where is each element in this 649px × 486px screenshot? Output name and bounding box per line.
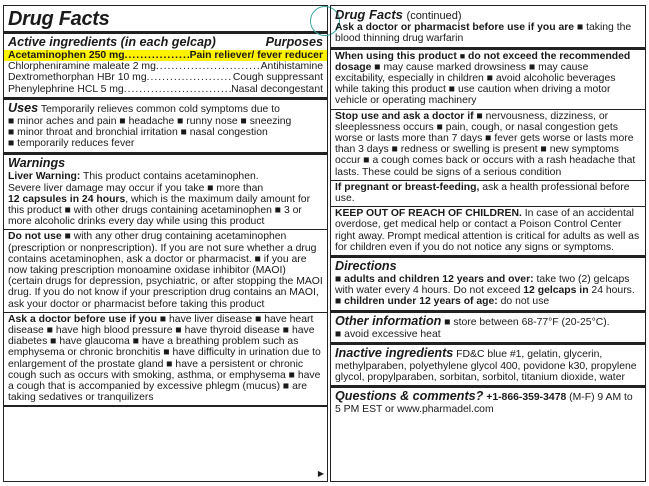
active-ingredient-row	[4, 61, 327, 72]
do-not-use-text: ■ with any other drug containing acetaminophen (prescription or nonprescription). If you are not sure whether a drug contains acetaminophen, ask a doctor or pharmacist. ■ if you are now taking prescription monoamine oxidase inhibitor (MAOI) (certain drugs for depression, psychiatric, or after stopping the MAOI drug. If you do not know if your prescription drug contains an MAOI, ask your doctor or pharmacist before taking this product	[8, 231, 323, 310]
other-information-heading: Other information	[335, 313, 442, 328]
purposes-heading: Purposes	[265, 35, 323, 49]
directions-hours: 24 hours.	[588, 285, 635, 297]
uses-section	[4, 100, 327, 156]
active-ingredient-row	[4, 72, 327, 83]
drug-facts-title-right: Drug Facts	[335, 7, 403, 22]
stop-use-text: ■ nervousness, dizziness, or sleeplessness occurs ■ pain, cough, or nasal congestion gets worse or lasts more than 7 days ■ fever gets worse or lasts more than 3 days ■ redness or swelling is present ■ new symptoms occur ■ a cough comes back or occurs with a rash headache that lasts. These could be signs of a serious condition	[335, 110, 636, 178]
leader-dots	[156, 61, 261, 72]
inactive-ingredients-section	[331, 345, 645, 388]
questions-text: (M-F) 9 AM to 5 PM EST or www.pharmadel.com	[335, 392, 633, 416]
active-ingredients-section	[4, 34, 327, 100]
active-ingredients-heading: Active ingredients (in each gelcap)	[8, 35, 216, 49]
keep-out-text: In case of an accidental overdose, get medical help or contact a Poison Control Center right away. Prompt medical attention is critical for adults as well as for children even if you do not notice any signs or symptoms.	[335, 208, 640, 253]
leader-dots	[147, 72, 233, 83]
active-ingredient-purpose: Nasal decongestant	[231, 83, 323, 95]
other-information-storage: ■ store between 68-77°F (20-25°C).	[441, 316, 610, 328]
liver-warning-text	[8, 171, 323, 227]
continued-title-box	[331, 6, 645, 50]
drug-facts-left-panel	[3, 5, 328, 482]
active-ingredient-row	[4, 84, 327, 95]
liver-warning-severe: Severe liver damage may occur if you take ■ more than	[8, 182, 264, 194]
directions-children-text: do not use	[497, 296, 550, 308]
ask-doctor-section	[4, 313, 327, 408]
do-not-use-section	[4, 230, 327, 312]
directions-heading: Directions	[335, 259, 397, 274]
keep-out-label: KEEP OUT OF REACH OF CHILDREN.	[335, 208, 522, 220]
liver-warning-intro: This product contains acetaminophen.	[80, 171, 259, 183]
active-ingredient-name: Chlorpheniramine maleate 2 mg	[8, 61, 156, 73]
active-ingredient-purpose: Cough suppressant	[232, 72, 323, 84]
directions-children-label: ■ children under 12 years of age:	[335, 296, 498, 308]
continued-label: (continued)	[406, 10, 462, 22]
do-not-exceed-label: do not exceed the recommended dosage	[335, 50, 631, 73]
uses-line-1: ■ minor aches and pain ■ headache ■ runny nose ■ sneezing	[8, 115, 292, 127]
questions-phone: +1-866-359-3478	[483, 392, 567, 404]
inactive-ingredients-heading: Inactive ingredients	[335, 345, 454, 360]
uses-intro: Temporarily relieves common cold symptoms due to	[40, 103, 280, 115]
pregnant-section	[331, 181, 645, 207]
keep-out-section	[331, 207, 645, 258]
stop-use-label: Stop use and ask a doctor if	[335, 110, 474, 122]
active-ingredient-purpose: Antihistamine	[260, 61, 323, 73]
active-ingredient-name: Dextromethorphan HBr 10 mg	[8, 72, 147, 84]
active-ingredient-name: Phenylephrine HCL 5 mg	[8, 83, 124, 95]
directions-section	[331, 258, 645, 313]
active-ingredient-row	[4, 50, 327, 61]
pregnant-label: If pregnant or breast-feeding,	[335, 181, 480, 193]
uses-line-3: ■ temporarily reduces fever	[8, 138, 135, 150]
uses-line-2: ■ minor throat and bronchial irritation ■ nasal congestion	[8, 127, 268, 139]
ask-pharmacist-text: ■ taking the blood thinning drug warfarin	[335, 22, 632, 45]
ask-pharmacist-label: Ask a doctor or pharmacist before use if you are	[335, 22, 575, 34]
active-ingredient-name: Acetaminophen 250 mg	[8, 50, 125, 61]
when-using-section: When using this product ■ do not exceed the recommended dosage ■ may cause marked drowsiness ■ may cause excitability, especially in children ■ avoid alcoholic beverages while taking this product ■ use caution when driving a motor vehicle or operating machinery	[331, 50, 645, 110]
continued-arrow-icon: ▶	[317, 469, 324, 478]
liver-warning-section	[4, 155, 327, 230]
leader-dots	[124, 84, 231, 95]
drug-facts-right-panel	[330, 5, 646, 482]
stop-use-section	[331, 110, 645, 181]
ask-doctor-text: ■ have liver disease ■ have heart disease ■ have high blood pressure ■ have thyroid disease ■ have diabetes ■ have glaucoma ■ have a breathing problem such as emphysema or chronic bronchitis ■ have difficulty in urination due to enlargement of the prostate gland ■ have a persistent or chronic cough such as occurs with smoking, asthma, or emphysema ■ have a cough that is accompanied by excessive phlegm (mucus) ■ are taking sedatives or tranquilizers	[8, 313, 321, 404]
ask-doctor-label: Ask a doctor before use if you	[8, 313, 157, 325]
drug-facts-title-box	[4, 6, 327, 34]
directions-adults-text: take two (2) gelcaps with water every 4 hours. Do not exceed	[335, 274, 630, 297]
active-ingredients-list	[4, 50, 327, 95]
active-ingredients-header	[4, 35, 327, 50]
other-information-section	[331, 313, 645, 345]
warnings-heading: Warnings	[8, 156, 66, 171]
do-not-use-label: Do not use	[8, 231, 62, 243]
liver-warning-rest: , which is the maximum daily amount for this product ■ with other drugs containing acetaminophen ■ 3 or more alcoholic drinks every day while using this product	[8, 193, 311, 228]
liver-warning-dose: 12 capsules in 24 hours	[8, 193, 126, 205]
when-using-label: When using this product	[335, 50, 457, 62]
questions-heading: Questions & comments?	[335, 389, 484, 404]
inactive-ingredients-text: FD&C blue #1, gelatin, glycerin, methylparaben, polyethylene glycol 400, povidone k30, propylene glycol, propylparaben, sorbitan, sorbitol, titanium dioxide, water	[335, 348, 637, 384]
when-using-text: ■ may cause marked drowsiness ■ may cause excitability, especially in children ■ avoid alcoholic beverages while taking this product ■ use caution when driving a motor vehicle or operating machinery	[335, 61, 616, 107]
active-ingredient-purpose: Pain reliever/ fever reducer	[189, 50, 323, 61]
pregnant-text: ask a health professional before use.	[335, 181, 630, 205]
liver-warning-label: Liver Warning:	[8, 171, 81, 183]
drug-facts-continued-title	[335, 9, 641, 22]
uses-heading: Uses	[8, 100, 39, 115]
directions-adults-label: ■ adults and children 12 years and over:	[335, 274, 534, 286]
other-information-heat: ■ avoid excessive heat	[335, 328, 441, 340]
directions-max-dose: 12 gelcaps in	[523, 285, 589, 297]
drug-facts-title: Drug Facts	[8, 8, 110, 30]
questions-section	[331, 388, 645, 417]
leader-dots	[125, 50, 190, 61]
